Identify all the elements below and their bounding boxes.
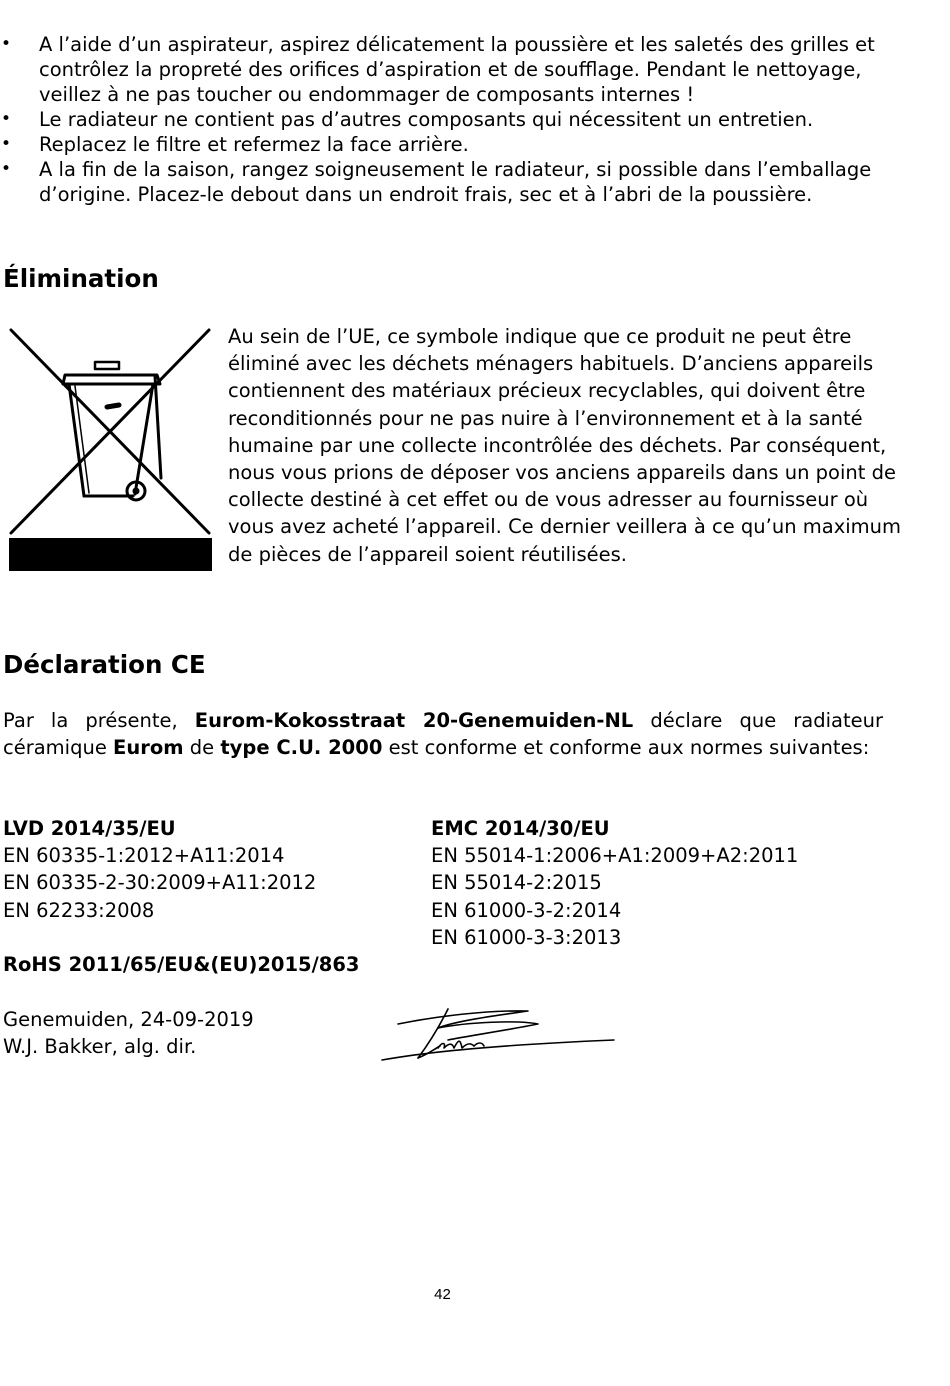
signatory-name: W.J. Bakker, alg. dir. [3, 1035, 197, 1059]
product-type: type C.U. 2000 [220, 736, 383, 760]
declaration-heading: Déclaration CE [3, 650, 206, 679]
list-item [0, 132, 900, 157]
list-item-text: Le radiateur ne contient pas d’autres composants qui nécessitent un entretien. [39, 108, 814, 131]
rohs-heading: RoHS 2011/65/EU&(EU)2015/863 [3, 953, 360, 976]
company-name: Eurom-Kokosstraat 20-Genemuiden-NL [194, 709, 634, 732]
list-item [0, 157, 900, 207]
standard-item: EN 55014-1:2006+A1:2009+A2:2011 [431, 844, 799, 868]
signatory-block [3, 1006, 254, 1060]
standard-item: EN 55014-2:2015 [431, 871, 602, 895]
brand-name: Eurom [113, 736, 184, 760]
disposal-heading: Élimination [3, 264, 159, 293]
emc-heading: EMC 2014/30/EU [431, 817, 610, 840]
declaration-intro-3: de [183, 736, 221, 760]
list-item-text: A la fin de la saison, rangez soigneusement le radiateur, si possible dans l’emballage d’origine. Placez-le debout dans un endroit frais, sec et à l’abri de la poussière. [39, 158, 872, 206]
list-item-text: Replacez le filtre et refermez la face arrière. [39, 133, 469, 156]
handwritten-signature [378, 1000, 618, 1070]
page-number: 42 [434, 1286, 451, 1303]
bullet-icon: • [1, 109, 12, 129]
list-item [0, 107, 900, 132]
standard-item: EN 62233:2008 [3, 898, 155, 922]
weee-crossed-out-wheelie-bin-icon [9, 328, 212, 571]
standard-item: EN 60335-2-30:2009+A11:2012 [3, 871, 317, 895]
list-item-text: A l’aide d’un aspirateur, aspirez délicatement la poussière et les saletés des grilles et contrôlez la propreté des orifices d’aspiration et de soufflage. Pendant le nettoyage, veillez à ne pas toucher ou endommager de composants internes ! [39, 33, 875, 106]
bullet-icon: • [1, 34, 12, 54]
standard-item: EN 61000-3-3:2013 [431, 925, 622, 949]
declaration-paragraph [3, 707, 883, 761]
list-item [0, 32, 900, 107]
emc-standards [431, 815, 798, 951]
declaration-intro-1: Par la présente, [3, 709, 195, 732]
declaration-intro-4: est conforme et conforme aux normes suivantes: [382, 736, 870, 760]
bullet-icon: • [1, 159, 12, 179]
disposal-text: Au sein de l’UE, ce symbole indique que ce produit ne peut être éliminé avec les déchets ménagers habituels. D’anciens appareils contiennent des matériaux précieux recyclables, qui doivent être reconditionnés pour ne pas nuire à l’environnement et à la santé humaine par une collecte incontrôlée des déchets. Par conséquent, nous vous prions de déposer vos anciens appareils dans un point de collecte destiné à cet effet ou de vous adresser au fournisseur où vous avez acheté l’appareil. Ce dernier veillera à ce qu’un maximum de pièces de l’appareil soient réutilisées. [228, 325, 902, 566]
standard-item: EN 60335-1:2012+A11:2014 [3, 844, 285, 868]
lvd-standards [3, 815, 316, 924]
maintenance-list [0, 32, 900, 207]
standard-item: EN 61000-3-2:2014 [431, 898, 622, 922]
place-date: Genemuiden, 24-09-2019 [3, 1008, 254, 1031]
lvd-heading: LVD 2014/35/EU [3, 817, 176, 840]
bullet-icon: • [1, 134, 12, 154]
declaration-intro-2: déclare que radiateur céramique [3, 709, 884, 760]
